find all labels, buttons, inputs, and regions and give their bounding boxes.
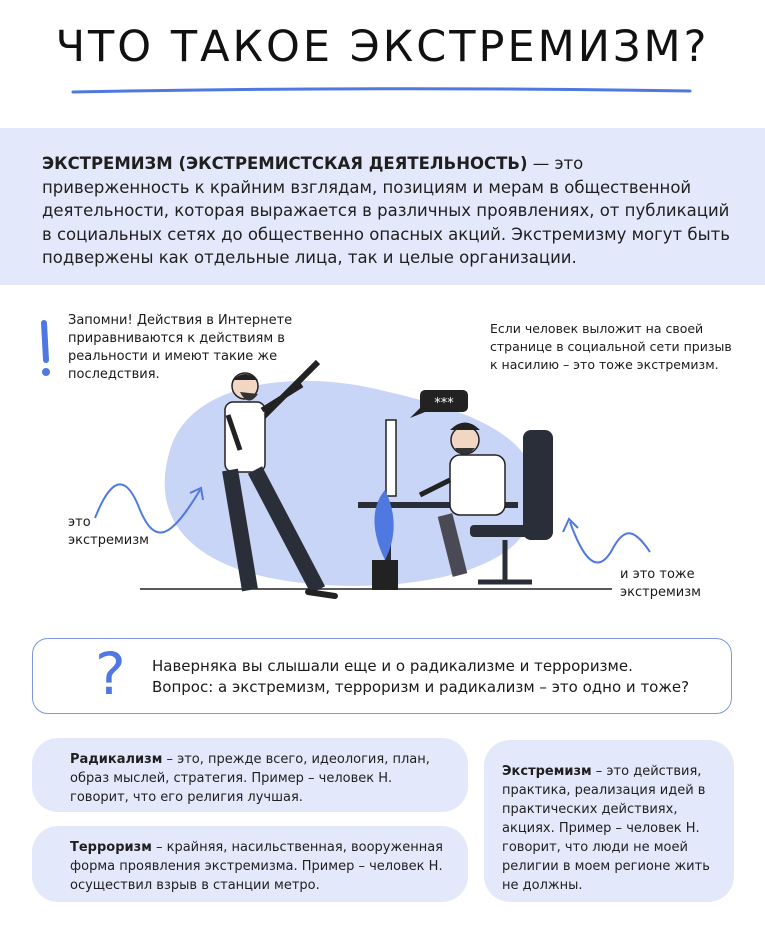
card-radicalism: [32, 738, 468, 812]
definition-term: ЭКСТРЕМИЗМ (ЭКСТРЕМИСТСКАЯ ДЕЯТЕЛЬНОСТЬ): [42, 154, 528, 173]
label-right: и это тоже экстремизм: [620, 567, 701, 600]
card-terrorism: [32, 826, 468, 902]
desk-scene: [358, 420, 553, 590]
note-right: Если человек выложит на своей странице в социальной сети призыв к насилию – это тоже экстремизм.: [490, 321, 732, 372]
speech-bubble-text: ***: [434, 396, 454, 411]
label-left: это экстремизм: [68, 515, 149, 548]
definition-text: [42, 152, 732, 270]
page-title: ЧТО ТАКОЕ ЭКСТРЕМИЗМ?: [55, 22, 710, 72]
card-terrorism-term: Терроризм: [70, 840, 152, 855]
question-text: [152, 656, 722, 698]
definition-body: — это приверженность к крайним взглядам, позициям и мерам в общественной деятельности, которая выражается в различных проявлениях, от публикаций в социальных сетях до общественно опасных акций. Экстремизму могут быть подвержены как отдельные лица, так и целые организации.: [42, 154, 730, 267]
card-radicalism-term: Радикализм: [70, 752, 163, 767]
question-line-2: Вопрос: а экстремизм, терроризм и радикализм – это одно и тоже?: [152, 678, 690, 696]
exclamation-icon: [42, 323, 50, 376]
question-line-1: Наверняка вы слышали еще и о радикализме и терроризме.: [152, 657, 633, 675]
note-left: Запомни! Действия в Интернете приравниваются к действиям в реальности и имеют такие же последствия.: [68, 313, 293, 382]
card-extremism: [484, 740, 734, 902]
wave-arrow-icon: [570, 522, 650, 562]
question-icon: ?: [95, 640, 126, 708]
title-underline: [70, 84, 695, 98]
card-terrorism-text: – крайняя, насильственная, вооруженная форма проявления экстремизма. Пример – человек Н. осуществил взрыв в станции метро.: [70, 840, 443, 893]
card-extremism-term: Экстремизм: [502, 764, 592, 779]
card-radicalism-text: – это, прежде всего, идеология, план, образ мыслей, стратегия. Пример – человек Н. говорит, что его религия лучшая.: [70, 752, 430, 805]
card-extremism-text: – это действия, практика, реализация идей в практических действиях, акциях. Пример – человек Н. говорит, что люди не моей религии в моем регионе жить не должны.: [502, 764, 710, 893]
